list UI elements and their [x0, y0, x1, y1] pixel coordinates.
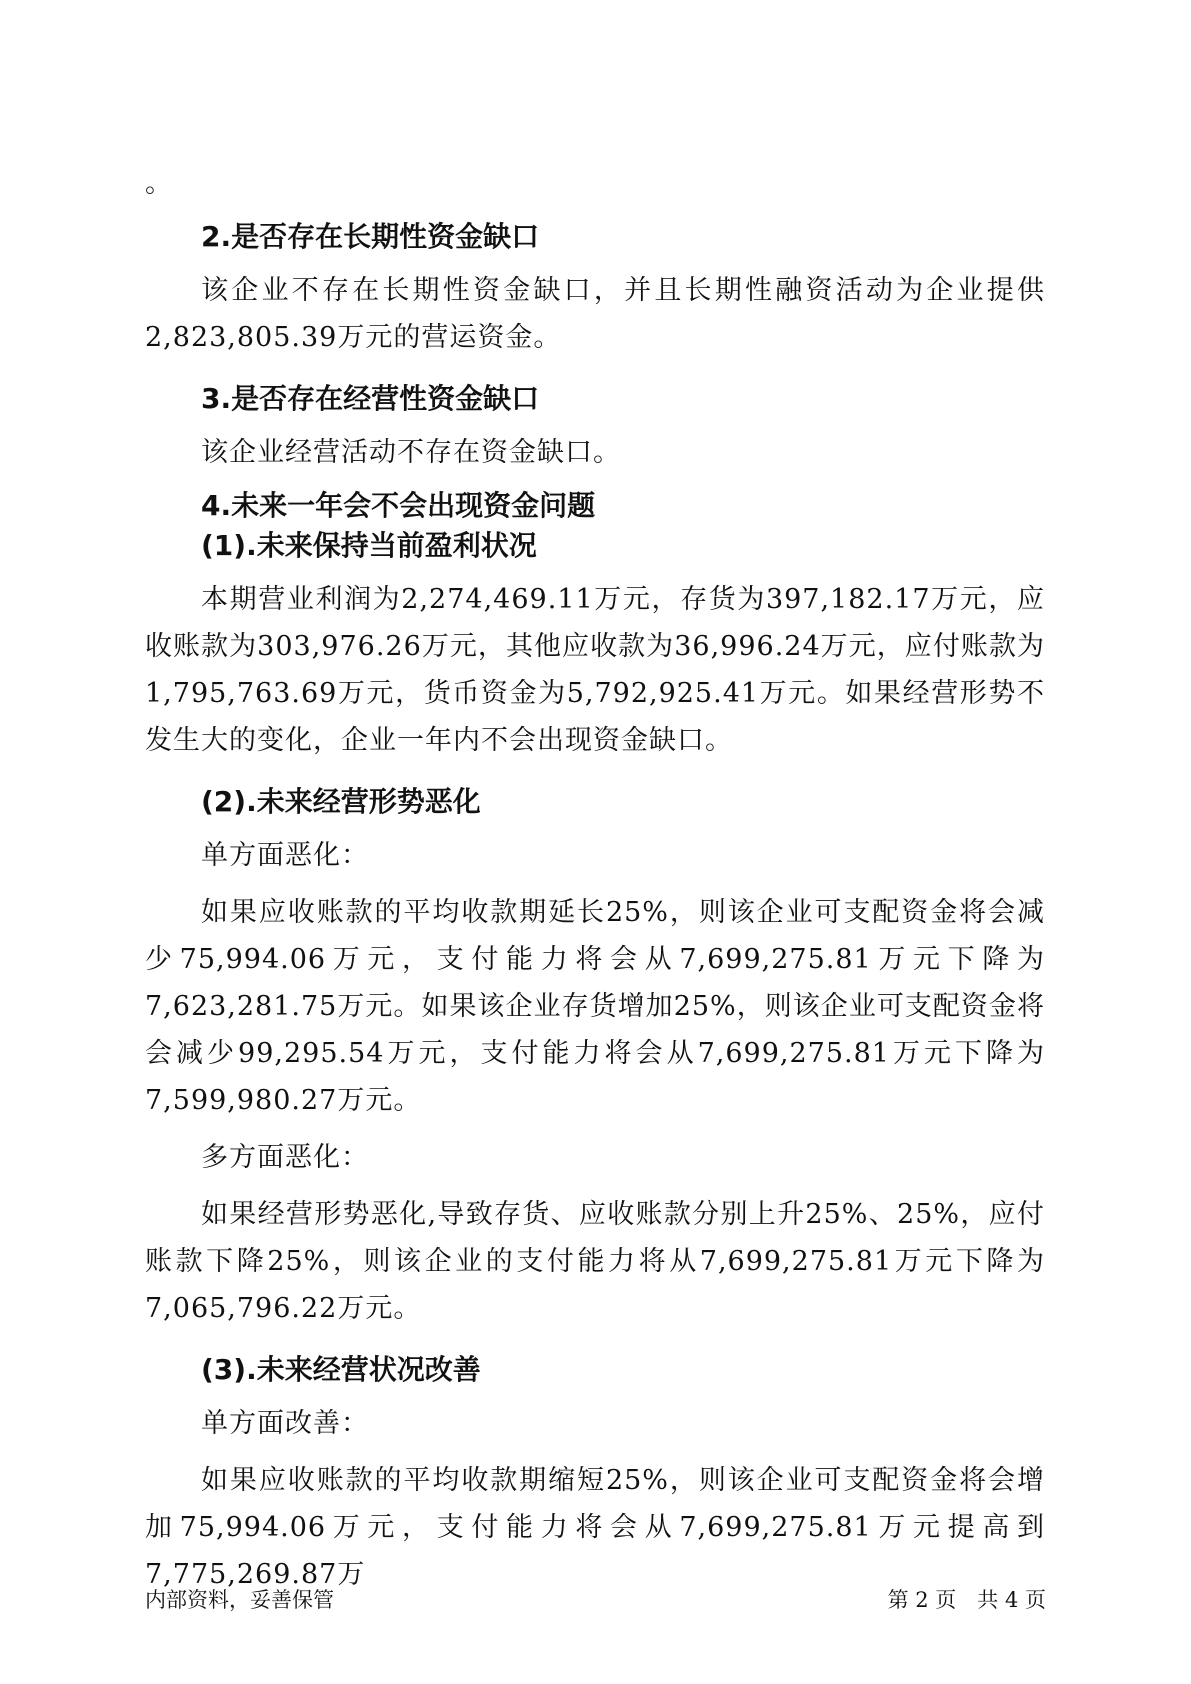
document-body	[145, 160, 1045, 1598]
section-heading-4: 4.未来一年会不会出现资金问题	[201, 489, 596, 522]
multi-deterioration-label: 多方面恶化：	[201, 1142, 369, 1173]
single-improvement-label: 单方面改善：	[201, 1408, 369, 1439]
subsection-heading-3: (3).未来经营状况改善	[201, 1353, 481, 1386]
continued-fragment: 。	[145, 168, 173, 199]
single-deterioration-label: 单方面恶化：	[201, 840, 369, 871]
section-2-paragraph: 该企业不存在长期性资金缺口，并且长期性融资活动为企业提供2,823,805.39万元的营运资金。	[145, 275, 1045, 353]
section-heading-2: 2.是否存在长期性资金缺口	[201, 220, 540, 253]
subsection-1-paragraph: 本期营业利润为2,274,469.11万元，存货为397,182.17万元，应收账款为303,976.26万元，其他应收款为36,996.24万元，应付账款为1,795,763.69万元，货币资金为5,792,925.41万元。如果经营形势不发生大的变化，企业一年内不会出现资金缺口。	[145, 584, 1045, 756]
subsection-heading-1: (1).未来保持当前盈利状况	[201, 529, 537, 562]
single-improvement-paragraph: 如果应收账款的平均收款期缩短25%，则该企业可支配资金将会增加75,994.06万元，支付能力将会从7,699,275.81万元提高到7,775,269.87万	[145, 1465, 1045, 1590]
multi-deterioration-paragraph: 如果经营形势恶化,导致存货、应收账款分别上升25%、25%，应付账款下降25%，则该企业的支付能力将从7,699,275.81万元下降为7,065,796.22万元。	[145, 1199, 1045, 1324]
section-3-paragraph: 该企业经营活动不存在资金缺口。	[201, 437, 621, 468]
section-heading-3: 3.是否存在经营性资金缺口	[201, 382, 540, 415]
subsection-heading-2: (2).未来经营形势恶化	[201, 785, 481, 818]
footer-confidential-note: 内部资料，妥善保管	[145, 1588, 334, 1612]
footer-page-number: 第 2 页 共 4 页	[887, 1588, 1046, 1612]
single-deterioration-paragraph: 如果应收账款的平均收款期延长25%，则该企业可支配资金将会减少75,994.06万元，支付能力将会从7,699,275.81万元下降为7,623,281.75万元。如果该企业存货增加25%，则该企业可支配资金将会减少99,295.54万元，支付能力将会从7,699,275.81万元下降为7,599,980.27万元。	[145, 897, 1045, 1116]
